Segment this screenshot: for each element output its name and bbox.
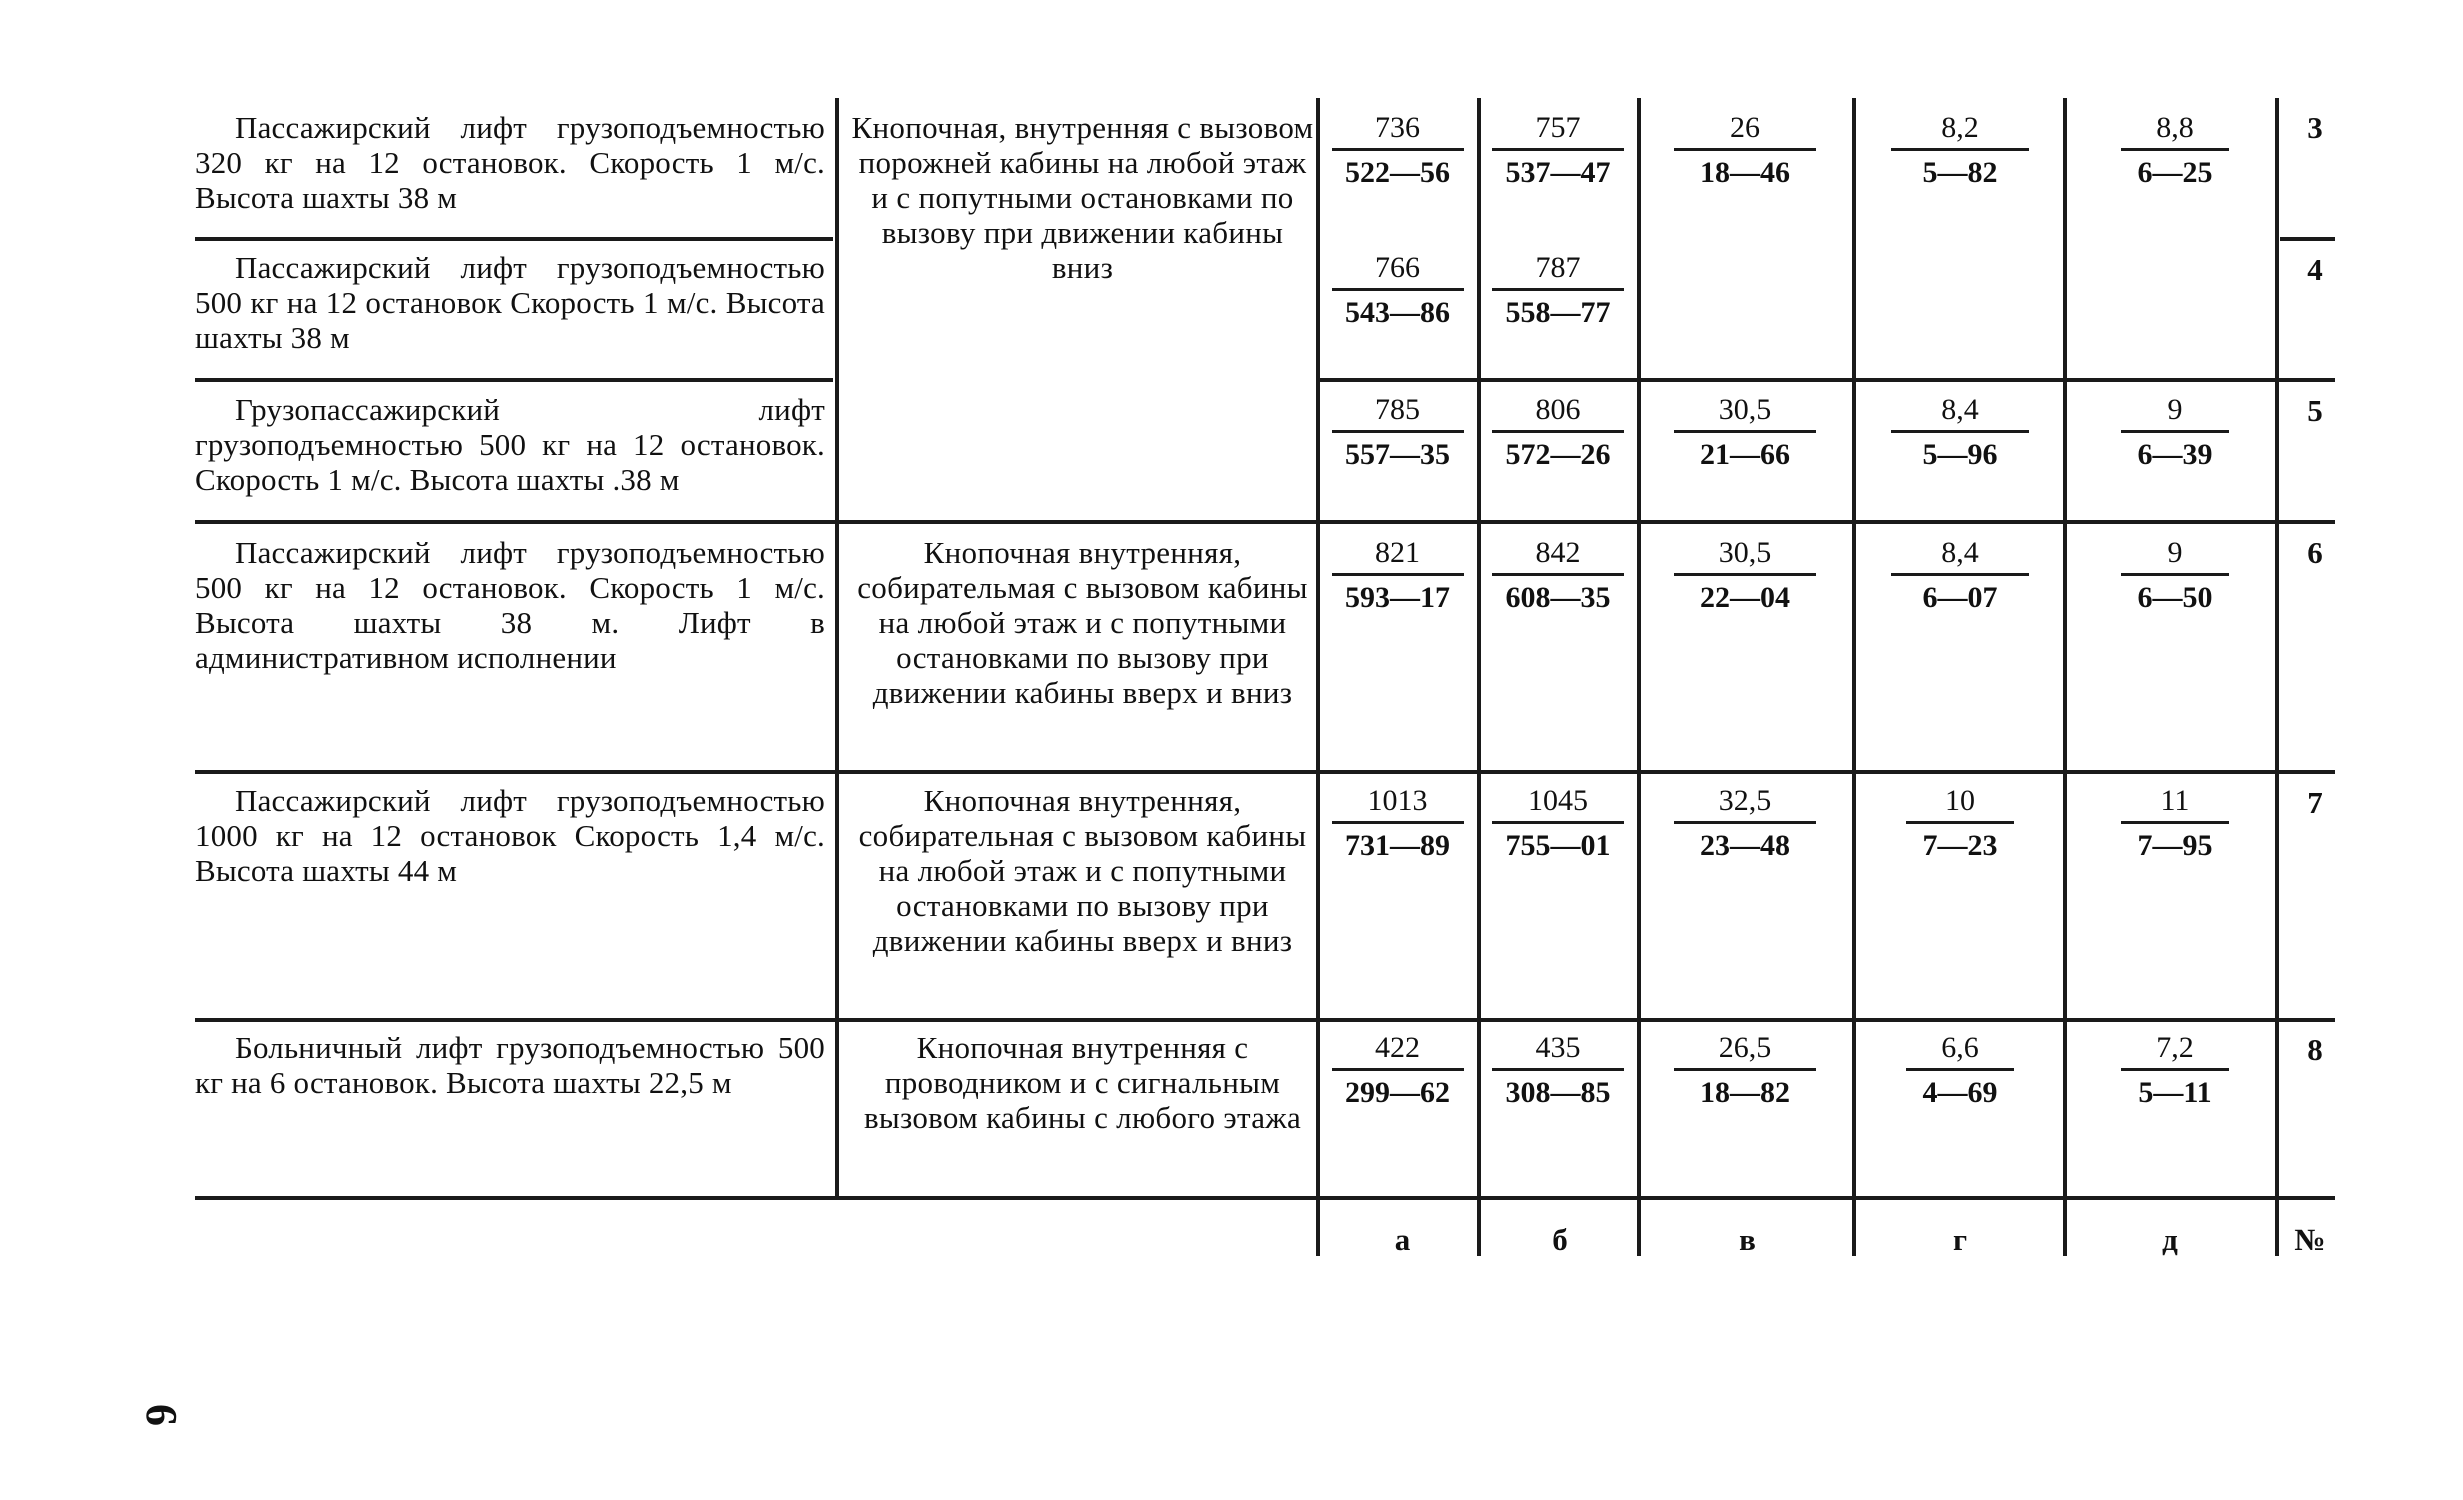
column-divider: [2063, 98, 2067, 1256]
column-divider: [1852, 98, 1856, 1256]
value-a: 785 557—35: [1330, 390, 1465, 473]
value-g: 8,4 5—96: [1885, 390, 2035, 473]
column-divider: [1316, 98, 1320, 1256]
lift-description: Больничный лифт грузоподъемностью 500 кг на 6 остановок. Высота шахты 22,5 м: [195, 1030, 825, 1100]
column-label-a: а: [1394, 1222, 1411, 1257]
value-b: 806 572—26: [1488, 390, 1628, 473]
control-type: Кнопочная, внутренняя с вызовом порожней кабины на любой этаж и с попутными остановками по вызову при движении кабины вниз: [851, 110, 1314, 285]
row-number: 8: [2307, 1032, 2323, 1067]
lift-description: Грузопассажирский лифт грузоподъемностью 500 кг на 12 остановок. Скорость 1 м/с. Высота шахты .38 м: [195, 392, 825, 497]
value-d: 8,8 6—25: [2100, 108, 2250, 191]
value-d: 9 6—50: [2100, 533, 2250, 616]
row-divider: [195, 237, 833, 241]
column-divider: [835, 98, 839, 1198]
value-b: 787 558—77: [1488, 248, 1628, 331]
row-number: 3: [2307, 110, 2323, 145]
column-divider: [1477, 98, 1481, 1256]
lift-description: Пассажирский лифт грузоподъемностью 500 кг на 12 остановок. Скорость 1 м/с. Высота шахты 38 м. Лифт в административном исполнении: [195, 535, 825, 675]
row-divider: [195, 378, 833, 382]
value-d: 11 7—95: [2100, 781, 2250, 864]
control-type: Кнопочная внутренняя, собирательная с вызовом кабины на любой этаж и с попутными остановками по вызову при движении кабины вверх и вниз: [858, 783, 1307, 958]
lift-description: Пассажирский лифт грузоподъемностью 320 кг на 12 остановок. Скорость 1 м/с. Высота шахты 38 м: [195, 110, 825, 215]
value-d: 7,2 5—11: [2100, 1028, 2250, 1111]
row-number: 6: [2307, 535, 2323, 570]
value-v: 30,5 22—04: [1665, 533, 1825, 616]
value-g: 8,4 6—07: [1885, 533, 2035, 616]
column-label-number: №: [2294, 1222, 2326, 1257]
value-a: 422 299—62: [1330, 1028, 1465, 1111]
value-b: 757 537—47: [1488, 108, 1628, 191]
row-divider: [1317, 378, 2335, 382]
row-number: 7: [2307, 785, 2323, 820]
value-b: 435 308—85: [1488, 1028, 1628, 1111]
value-g: 10 7—23: [1885, 781, 2035, 864]
row-divider: [195, 1018, 833, 1022]
control-type: Кнопочная внутренняя, собирательмая с вызовом кабины на любой этаж и с попутными остановками по вызову при движении кабины вверх и вниз: [857, 535, 1308, 710]
lift-description: Пассажирский лифт грузоподъемностью 1000 кг на 12 остановок Скорость 1,4 м/с. Высота шахты 44 м: [195, 783, 825, 888]
value-g: 8,2 5—82: [1885, 108, 2035, 191]
value-v: 26,5 18—82: [1665, 1028, 1825, 1111]
column-label-b: б: [1552, 1222, 1568, 1257]
value-v: 26 18—46: [1665, 108, 1825, 191]
column-label-g: г: [1952, 1222, 1968, 1257]
row-divider: [195, 770, 833, 774]
table-bottom-rule: [195, 1196, 2335, 1200]
row-divider: [833, 1018, 2335, 1022]
row-number: 5: [2307, 393, 2323, 428]
value-a: 821 593—17: [1330, 533, 1465, 616]
value-v: 32,5 23—48: [1665, 781, 1825, 864]
row-divider: [2280, 237, 2335, 241]
value-b: 842 608—35: [1488, 533, 1628, 616]
value-v: 30,5 21—66: [1665, 390, 1825, 473]
column-label-v: в: [1739, 1222, 1756, 1257]
row-number: 4: [2307, 252, 2323, 287]
column-divider: [2275, 98, 2279, 1256]
column-divider: [1637, 98, 1641, 1256]
row-divider: [195, 520, 833, 524]
value-a: 1013 731—89: [1330, 781, 1465, 864]
value-a: 766 543—86: [1330, 248, 1465, 331]
page-number: 6: [137, 1404, 186, 1426]
value-b: 1045 755—01: [1488, 781, 1628, 864]
control-type: Кнопочная внутренняя с проводником и с сигнальным вызовом кабины с любого этажа: [863, 1030, 1302, 1135]
row-divider: [833, 520, 2335, 524]
value-d: 9 6—39: [2100, 390, 2250, 473]
value-g: 6,6 4—69: [1885, 1028, 2035, 1111]
value-a: 736 522—56: [1330, 108, 1465, 191]
column-label-d: д: [2162, 1222, 2178, 1257]
row-divider: [833, 770, 2335, 774]
lift-description: Пассажирский лифт грузоподъемностью 500 кг на 12 остановок Скорость 1 м/с. Высота шахты 38 м: [195, 250, 825, 355]
